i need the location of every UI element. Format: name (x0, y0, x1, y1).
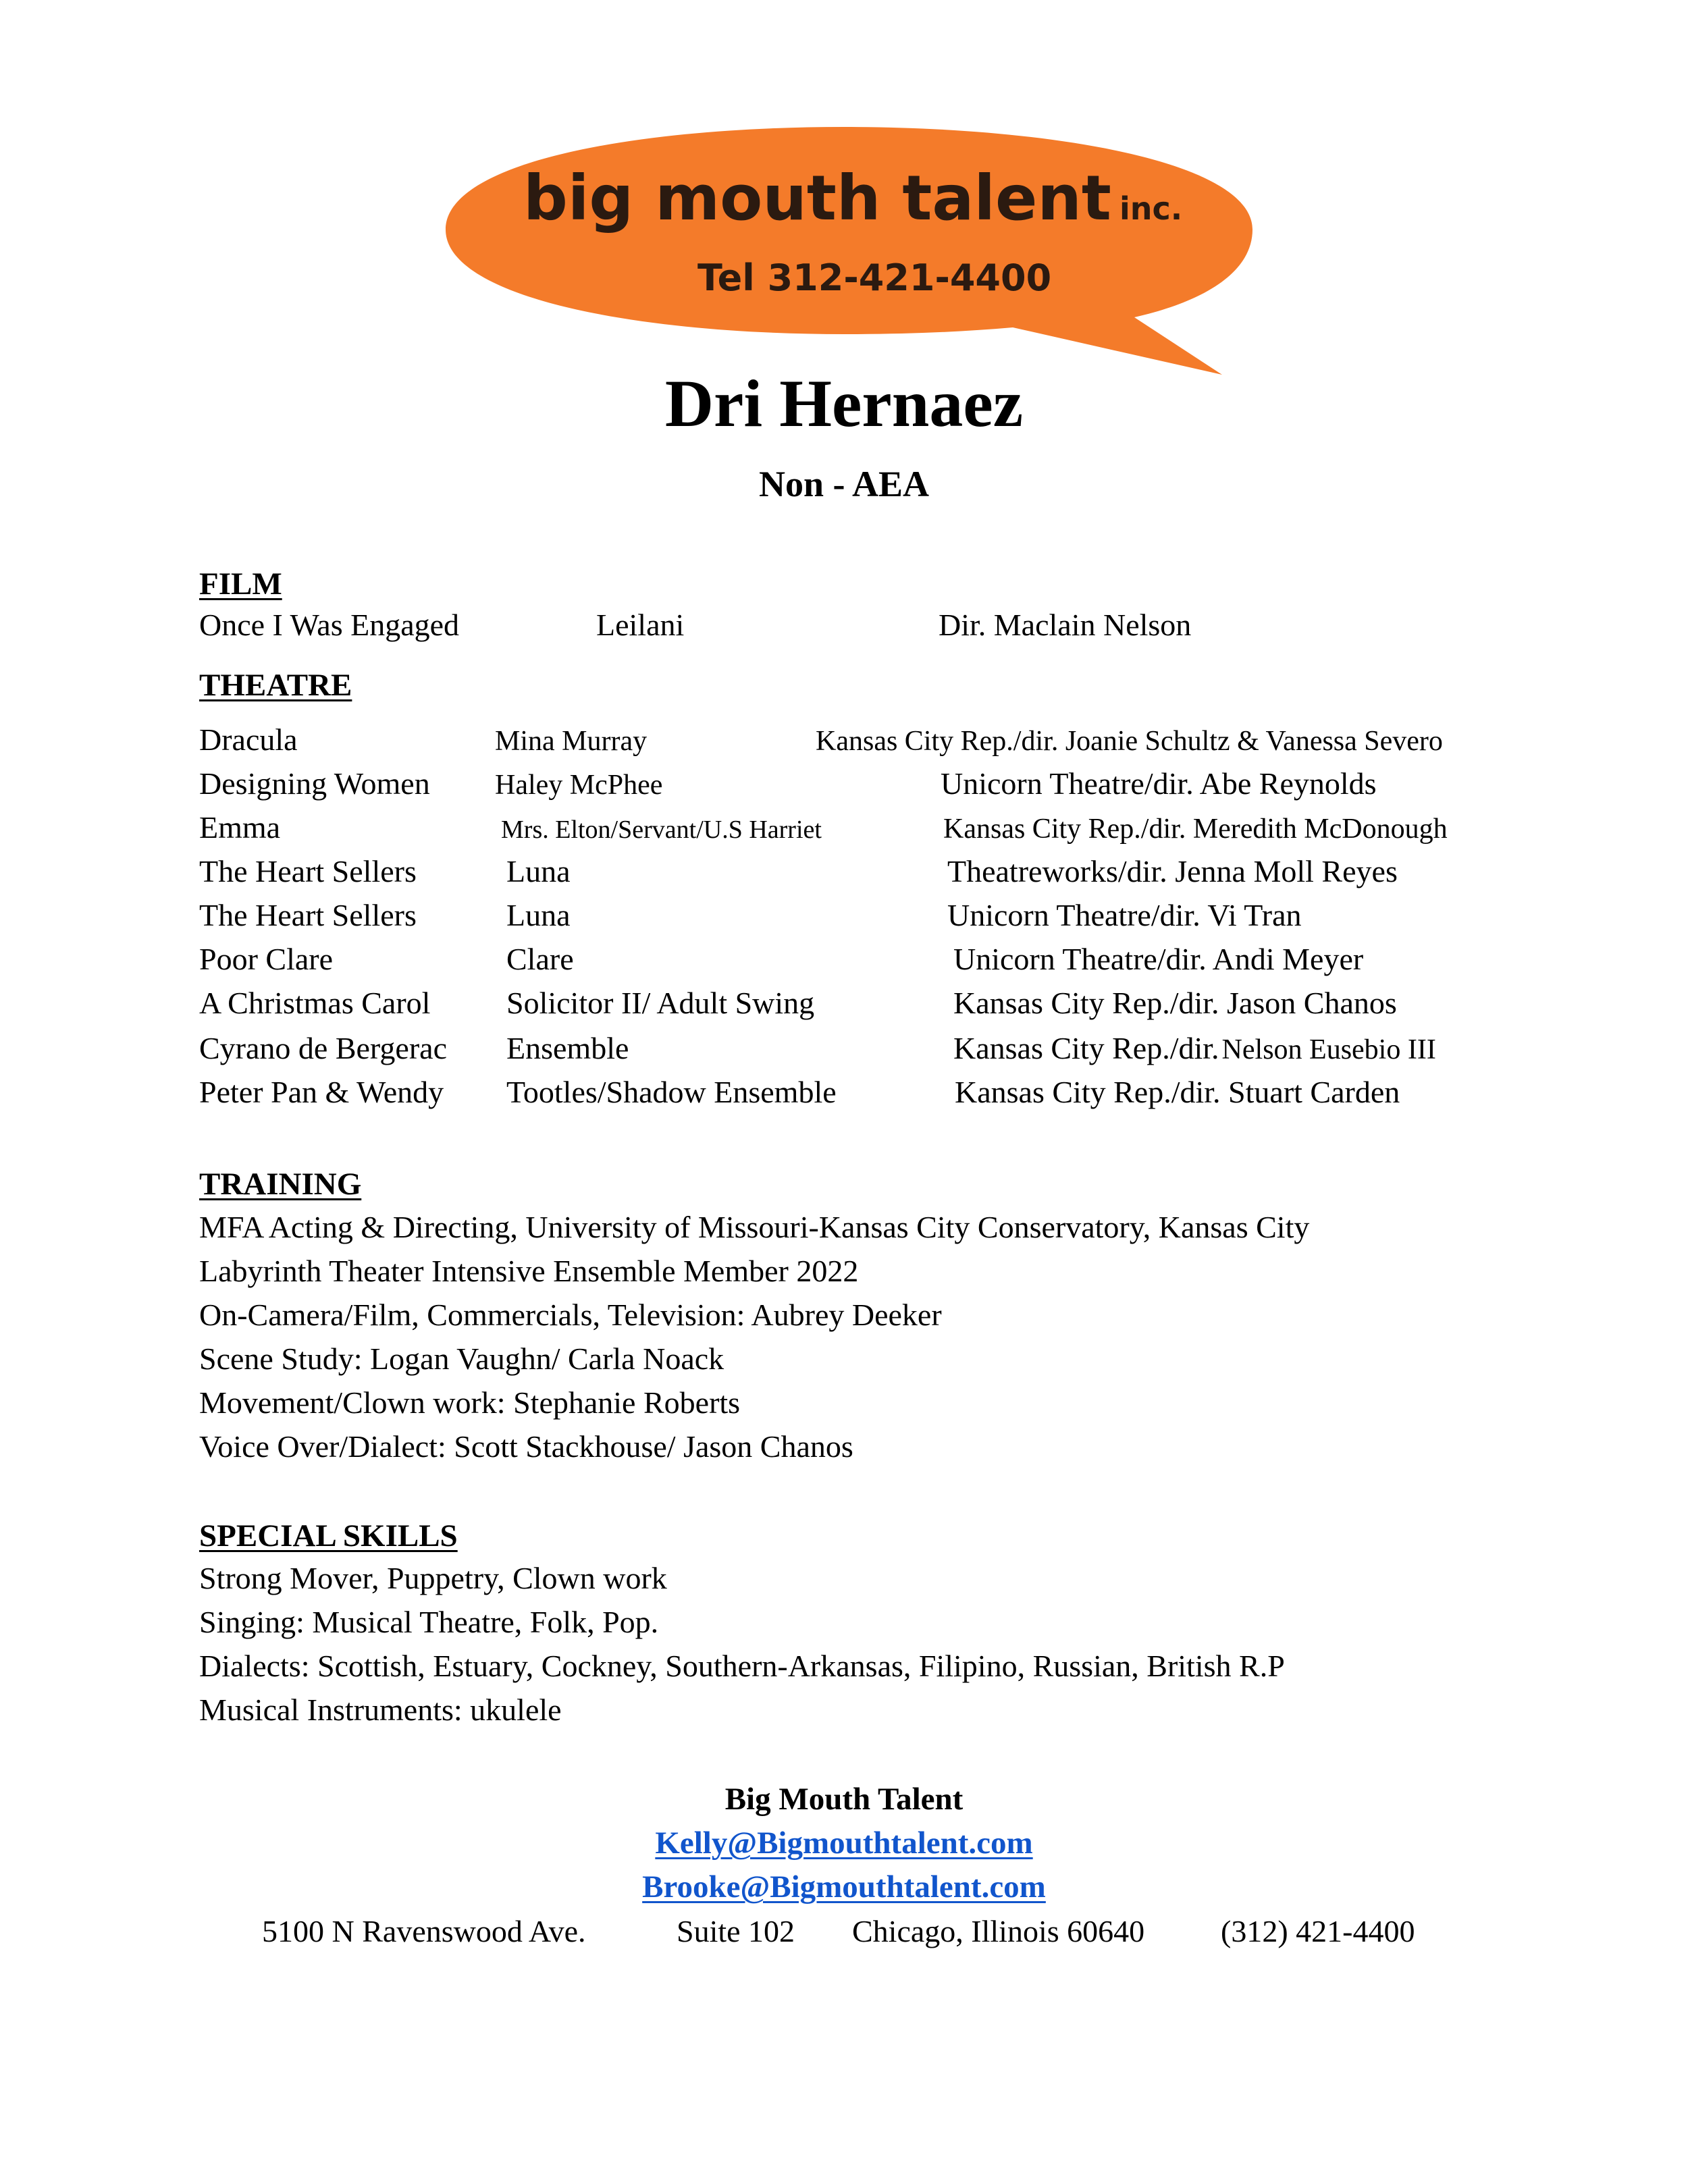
film-credit: Dir. Maclain Nelson (939, 608, 1192, 642)
agency-name: Big Mouth Talent (724, 1782, 964, 1817)
theatre-credit (953, 1033, 1436, 1064)
theatre-heading: THEATRE (199, 668, 352, 703)
footer-street: 5100 N Ravenswood Ave. (262, 1914, 586, 1948)
footer-city: Chicago, Illinois 60640 (852, 1914, 1145, 1948)
theatre-title: A Christmas Carol (199, 986, 431, 1020)
training-heading: TRAINING (199, 1167, 362, 1202)
training-line: On-Camera/Film, Commercials, Television: Aubrey Deeker (199, 1298, 942, 1332)
email-link-brooke-wrap (0, 1871, 1688, 1903)
actor-name: Dri Hernaez (664, 366, 1024, 441)
theatre-role: Mina Murray (495, 726, 648, 757)
theatre-credit: Kansas City Rep./dir. Joanie Schultz & Vanessa Severo (816, 726, 1443, 757)
training-line: Movement/Clown work: Stephanie Roberts (199, 1385, 741, 1420)
theatre-title: Poor Clare (199, 942, 334, 976)
theatre-title: The Heart Sellers (199, 854, 417, 888)
email-link-brooke[interactable]: Brooke@Bigmouthtalent.com (642, 1869, 1046, 1905)
theatre-role: Luna (506, 898, 571, 932)
theatre-title: Cyrano de Bergerac (199, 1031, 447, 1065)
theatre-credit: Kansas City Rep./dir. Jason Chanos (953, 986, 1397, 1020)
logo-phone: Tel 312-421-4400 (697, 257, 1052, 299)
skills-line: Singing: Musical Theatre, Folk, Pop. (199, 1605, 659, 1639)
theatre-credit: Unicorn Theatre/dir. Andi Meyer (953, 942, 1364, 976)
theatre-title: The Heart Sellers (199, 898, 417, 932)
theatre-role: Luna (506, 854, 571, 888)
theatre-credit: Kansas City Rep./dir. Stuart Carden (955, 1075, 1400, 1109)
training-line: Labyrinth Theater Intensive Ensemble Member 2022 (199, 1254, 859, 1288)
training-line: MFA Acting & Directing, University of Missouri-Kansas City Conservatory, Kansas City (199, 1210, 1310, 1244)
theatre-title: Designing Women (199, 766, 430, 801)
theatre-credit: Theatreworks/dir. Jenna Moll Reyes (947, 854, 1398, 888)
theatre-role: Ensemble (506, 1031, 629, 1065)
theatre-title: Peter Pan & Wendy (199, 1075, 444, 1109)
footer-suite: Suite 102 (677, 1914, 795, 1948)
union-status: Non - AEA (758, 464, 930, 504)
theatre-role: Haley McPhee (495, 770, 663, 801)
skills-line: Strong Mover, Puppetry, Clown work (199, 1561, 667, 1595)
theatre-credit-main: Kansas City Rep./dir. (953, 1031, 1219, 1065)
film-role: Leilani (596, 608, 685, 642)
training-line: Voice Over/Dialect: Scott Stackhouse/ Jason Chanos (199, 1429, 853, 1464)
film-title: Once I Was Engaged (199, 608, 460, 642)
theatre-role: Solicitor II/ Adult Swing (506, 986, 815, 1020)
theatre-role: Tootles/Shadow Ensemble (506, 1075, 837, 1109)
skills-heading: SPECIAL SKILLS (199, 1518, 458, 1553)
skills-line: Musical Instruments: ukulele (199, 1693, 562, 1727)
film-heading: FILM (199, 566, 282, 602)
theatre-credit-director: Nelson Eusebio III (1221, 1034, 1436, 1065)
footer-phone: (312) 421-4400 (1221, 1914, 1415, 1948)
email-link-kelly[interactable]: Kelly@Bigmouthtalent.com (655, 1826, 1033, 1861)
training-line: Scene Study: Logan Vaughn/ Carla Noack (199, 1341, 724, 1376)
theatre-credit: Unicorn Theatre/dir. Abe Reynolds (941, 766, 1377, 801)
logo-brand-text: big mouth talent (523, 162, 1111, 234)
theatre-role: Mrs. Elton/Servant/U.S Harriet (501, 816, 822, 844)
company-logo (432, 115, 1256, 385)
theatre-title: Emma (199, 810, 281, 845)
theatre-credit: Unicorn Theatre/dir. Vi Tran (947, 898, 1302, 932)
theatre-role: Clare (506, 942, 574, 976)
logo-suffix: inc. (1119, 190, 1183, 227)
email-link-kelly-wrap (0, 1828, 1688, 1859)
theatre-credit: Kansas City Rep./dir. Meredith McDonough (943, 814, 1448, 845)
theatre-title: Dracula (199, 722, 298, 757)
skills-line: Dialects: Scottish, Estuary, Cockney, Southern-Arkansas, Filipino, Russian, British R.P (199, 1649, 1285, 1683)
